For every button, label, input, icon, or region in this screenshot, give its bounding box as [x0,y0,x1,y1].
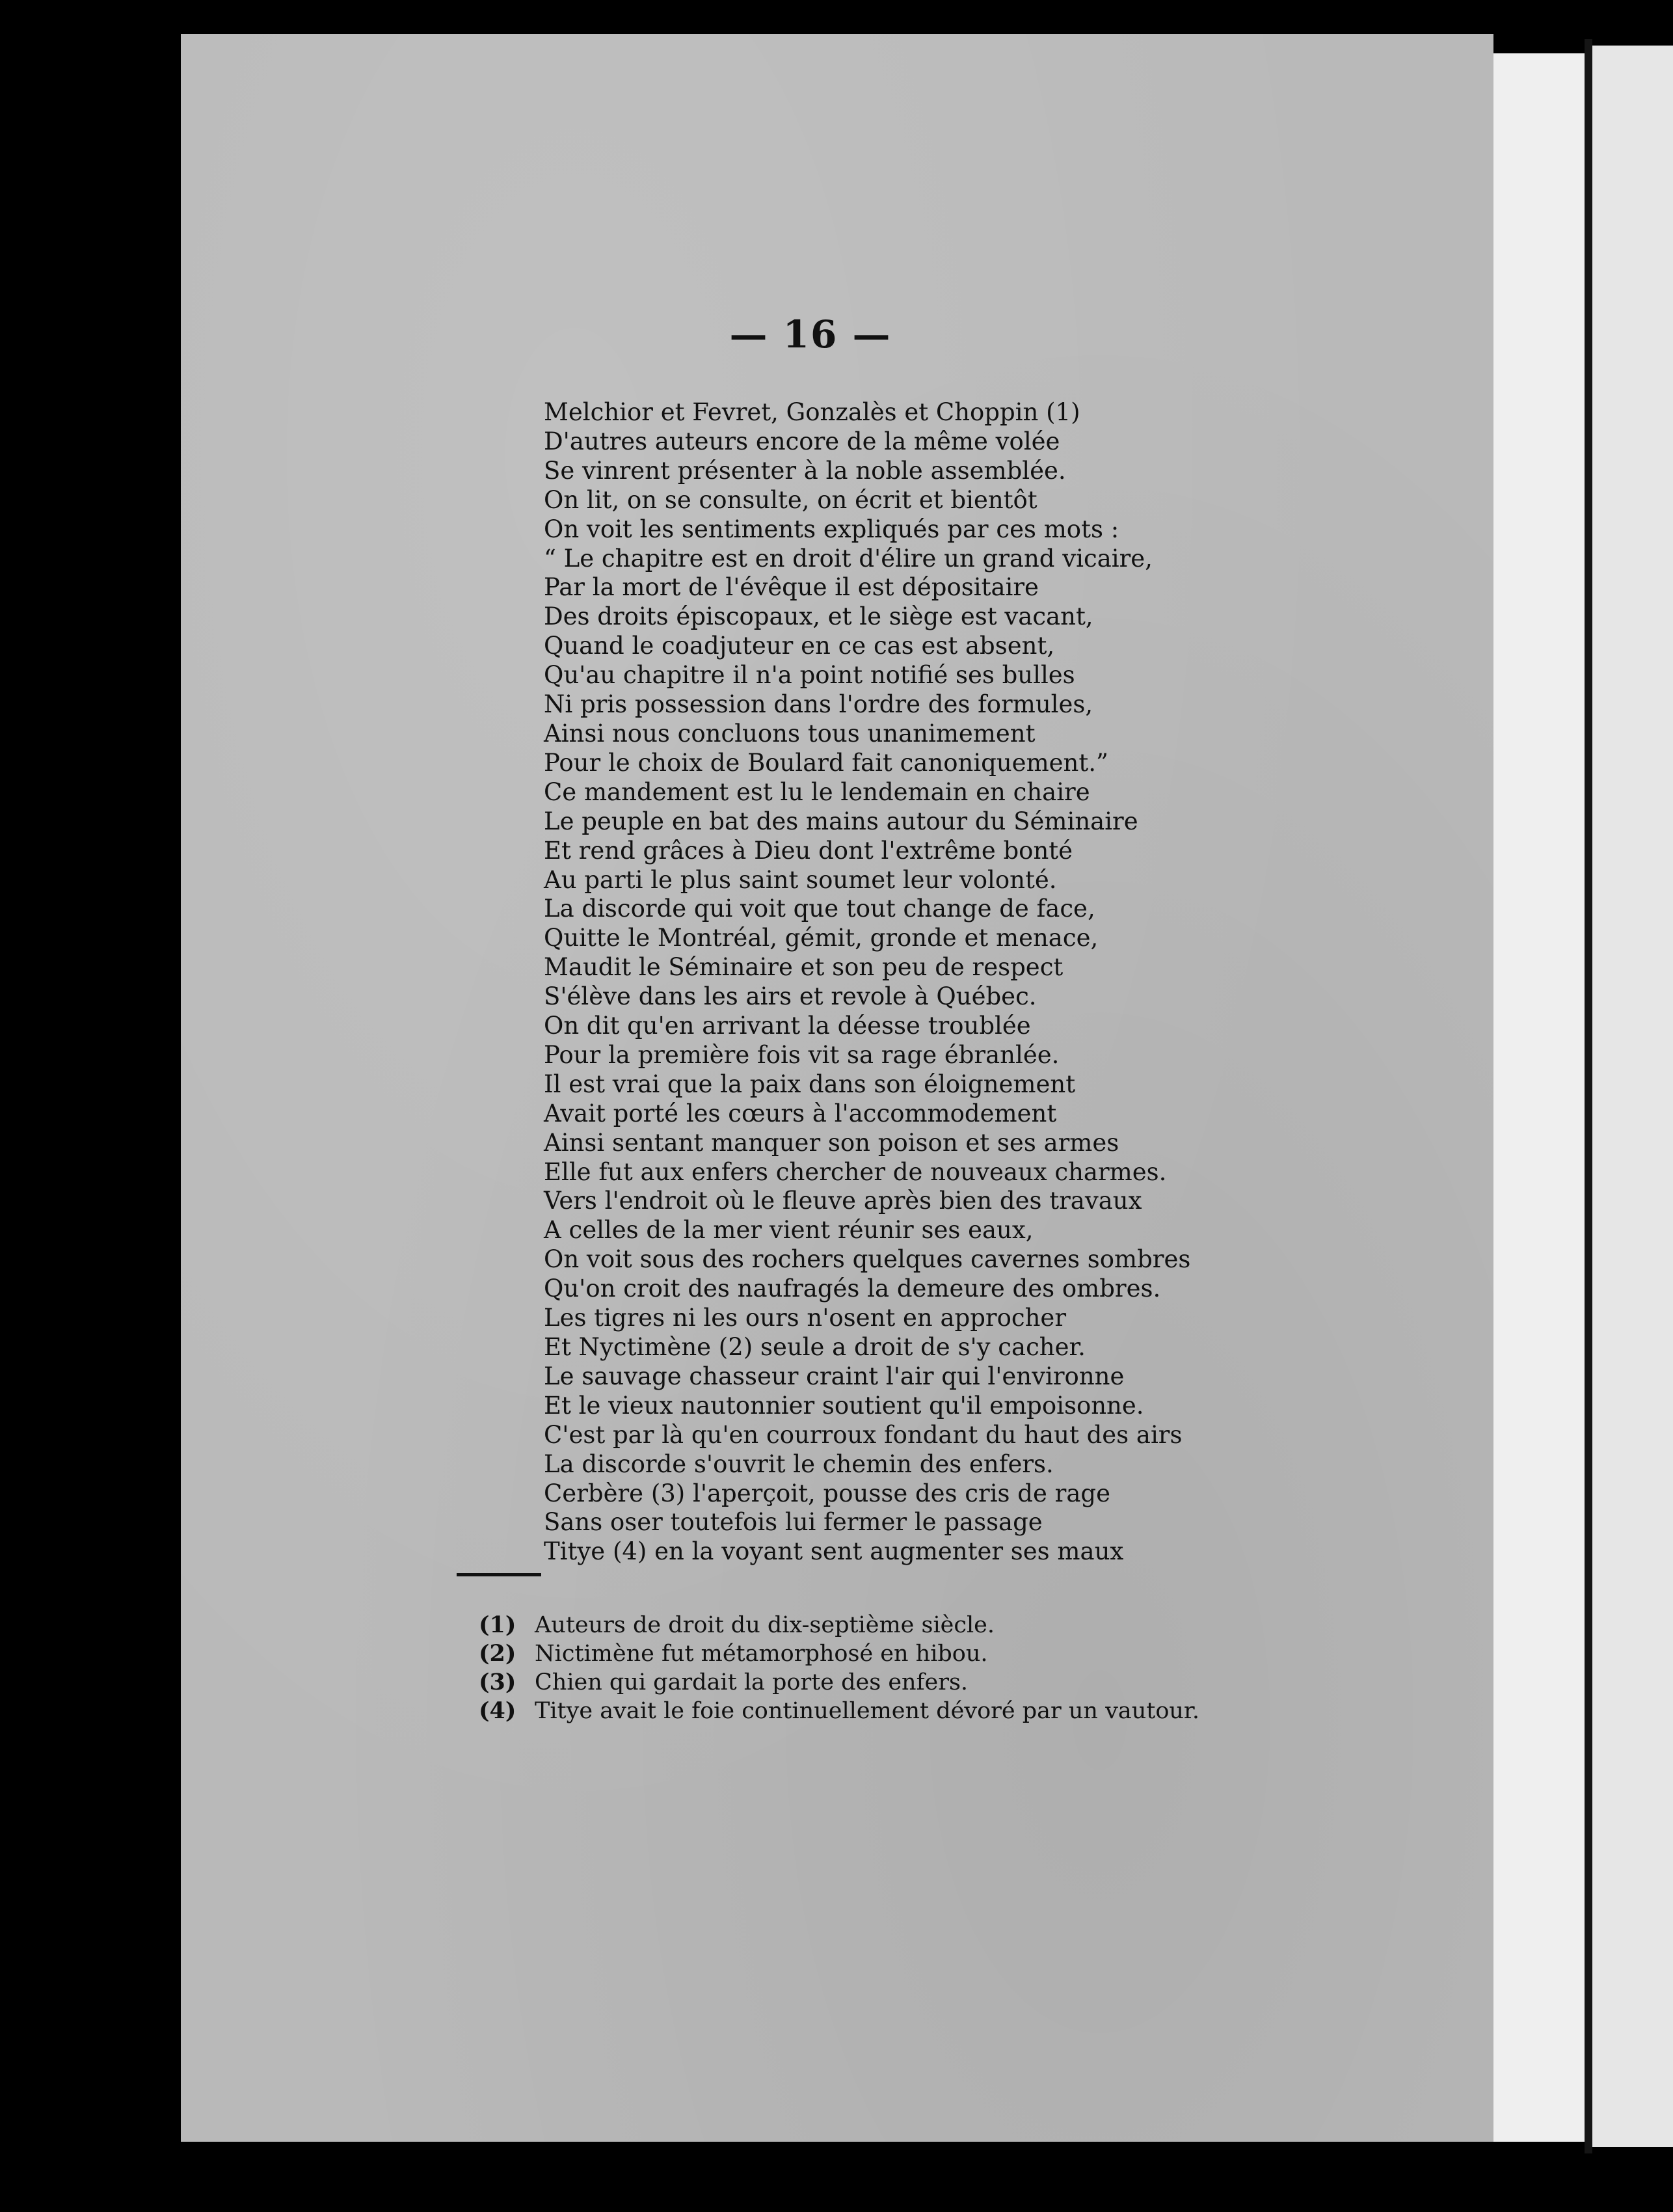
poem-line: D'autres auteurs encore de la même volée [544,427,1060,455]
poem-line: Et le vieux nautonnier soutient qu'il empoisonne. [544,1391,1144,1420]
footnote-number: (1) [479,1612,516,1638]
page-number: — 16 — [729,312,892,357]
poem-line: Les tigres ni les ours n'osent en approcher [544,1304,1067,1332]
poem-line: Elle fut aux enfers chercher de nouveaux charmes. [544,1157,1167,1186]
footnote [479,1611,1292,1639]
footnote-number: (3) [479,1669,516,1695]
poem-line: On dit qu'en arrivant la déesse troublée [544,1012,1031,1040]
poem-line: Avait porté les cœurs à l'accommodement [544,1099,1057,1127]
poem-text [544,398,1311,1567]
poem-line: Au parti le plus saint soumet leur volonté. [544,865,1057,894]
poem-line: Sans oser toutefois lui fermer le passage [544,1508,1043,1537]
footnote-text: Chien qui gardait la porte des enfers. [535,1669,969,1695]
poem-line: Ce mandement est lu le lendemain en chaire [544,777,1090,806]
poem-line: Qu'on croit des naufragés la demeure des ombres. [544,1275,1161,1303]
poem-line: On lit, on se consulte, on écrit et bientôt [544,485,1037,514]
poem-line: Titye (4) en la voyant sent augmenter ses maux [544,1537,1124,1566]
poem-line: Le peuple en bat des mains autour du Séminaire [544,807,1138,835]
poem-line: On voit sous des rochers quelques cavernes sombres [544,1245,1191,1274]
poem-line: Cerbère (3) l'aperçoit, pousse des cris de rage [544,1479,1110,1507]
poem-line: S'élève dans les airs et revole à Québec. [544,982,1037,1011]
poem-line: Et Nyctimène (2) seule a droit de s'y cacher. [544,1333,1086,1361]
next-leaf-edge [1493,53,1585,2142]
poem-line: Qu'au chapitre il n'a point notifié ses bulles [544,661,1075,690]
poem-line: Il est vrai que la paix dans son éloignement [544,1070,1076,1098]
poem-line: Melchior et Fevret, Gonzalès et Choppin (1) [544,398,1080,426]
poem-line: Ni pris possession dans l'ordre des formules, [544,690,1093,719]
poem-line: Le sauvage chasseur craint l'air qui l'environne [544,1362,1125,1390]
poem-line: La discorde qui voit que tout change de face, [544,895,1095,923]
poem-line: Vers l'endroit où le fleuve après bien des travaux [544,1187,1142,1215]
footnote-number: (2) [479,1640,516,1667]
poem-line: La discorde s'ouvrit le chemin des enfers. [544,1450,1054,1478]
footnote [479,1639,1292,1668]
footnote-text: Auteurs de droit du dix-septième siècle. [535,1612,995,1638]
footnote [479,1668,1292,1697]
footnote-rule [457,1573,541,1576]
poem-line: C'est par là qu'en courroux fondant du haut des airs [544,1420,1183,1449]
footnote-number: (4) [479,1697,516,1724]
poem-line: “ Le chapitre est en droit d'élire un grand vicaire, [544,544,1153,573]
poem-line: Pour le choix de Boulard fait canoniquement.” [544,748,1108,777]
poem-line: Des droits épiscopaux, et le siège est vacant, [544,602,1093,631]
poem-line: On voit les sentiments expliqués par ces mots : [544,515,1119,543]
poem-line: A celles de la mer vient réunir ses eaux, [544,1216,1034,1245]
poem-line: Et rend grâces à Dieu dont l'extrême bonté [544,836,1073,865]
footnotes [479,1611,1292,1725]
poem-line: Ainsi sentant manquer son poison et ses armes [544,1128,1119,1157]
poem-line: Quand le coadjuteur en ce cas est absent, [544,632,1055,660]
poem-line: Pour la première fois vit sa rage ébranlée. [544,1040,1060,1069]
poem-line: Maudit le Séminaire et son peu de respect [544,953,1064,982]
next-leaf-edge-outer [1592,46,1673,2147]
poem-line: Par la mort de l'évêque il est dépositaire [544,573,1039,602]
footnote [479,1697,1292,1725]
poem-line: Quitte le Montréal, gémit, gronde et menace, [544,924,1099,952]
footnote-text: Titye avait le foie continuellement dévoré par un vautour. [535,1698,1199,1724]
poem-line: Se vinrent présenter à la noble assemblée. [544,456,1066,485]
footnote-text: Nictimène fut métamorphosé en hibou. [535,1641,988,1667]
poem-line: Ainsi nous concluons tous unanimement [544,719,1036,748]
